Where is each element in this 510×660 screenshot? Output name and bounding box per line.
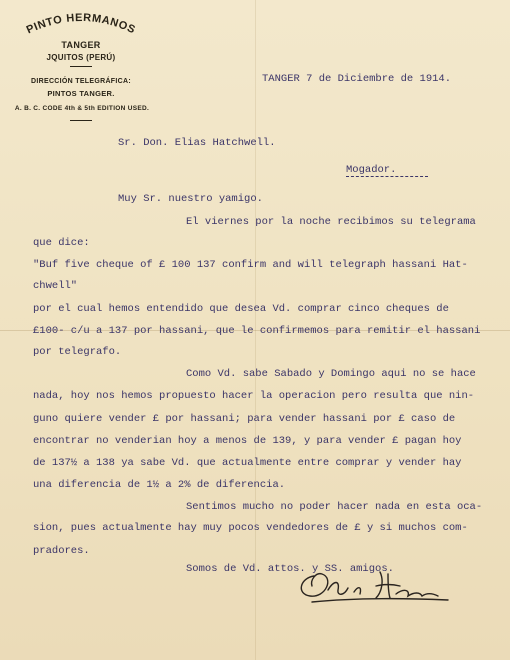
body-line: por telegrafo. bbox=[33, 346, 122, 358]
body-line: nada, hoy nos hemos propuesto hacer la operacion pero resulta que nin- bbox=[33, 390, 475, 402]
addressee: Sr. Don. Elias Hatchwell. bbox=[118, 137, 276, 149]
addressee-place: Mogador. bbox=[346, 164, 397, 176]
handwritten-signature bbox=[292, 566, 452, 606]
letter-date: TANGER 7 de Diciembre de 1914. bbox=[262, 73, 452, 85]
body-line: guno quiere vender £ por hassani; para vender hassani por £ caso de bbox=[33, 413, 456, 425]
letterhead-telegraphic-name: PINTOS TANGER. bbox=[47, 89, 115, 98]
letterhead-branch: JQUITOS (PERÚ) bbox=[46, 53, 116, 62]
body-line: una diferencia de 1½ a 2% de diferencia. bbox=[33, 479, 286, 491]
letterhead-divider bbox=[70, 66, 92, 67]
salutation: Muy Sr. nuestro yamigo. bbox=[118, 193, 263, 205]
firm-name: PINTO HERMANOS bbox=[24, 11, 138, 37]
body-line: encontrar no venderian hoy a menos de 139, y para vender £ pagan hoy bbox=[33, 435, 462, 447]
firm-name-arc bbox=[6, 8, 156, 42]
body-line: por el cual hemos entendido que desea Vd. comprar cinco cheques de bbox=[33, 303, 449, 315]
body-line: Sentimos mucho no poder hacer nada en esta oca- bbox=[186, 501, 483, 513]
body-line: que dice: bbox=[33, 237, 90, 249]
letterhead-divider bbox=[70, 120, 92, 121]
body-line: Como Vd. sabe Sabado y Domingo aqui no se hace bbox=[186, 368, 476, 380]
body-line: pradores. bbox=[33, 545, 90, 557]
letterhead-code: A. B. C. CODE 4th & 5th EDITION USED. bbox=[14, 105, 150, 112]
letterhead-telegraphic-label: DIRECCIÓN TELEGRÁFICA: bbox=[31, 78, 131, 85]
svg-text:PINTO HERMANOS bbox=[25, 12, 137, 36]
body-line: chwell" bbox=[33, 280, 78, 292]
body-line: El viernes por la noche recibimos su telegrama bbox=[186, 216, 476, 228]
body-line: £100- c/u a 137 por hassani, que le confirmemos para remitir el hassani bbox=[33, 325, 481, 337]
place-underline bbox=[346, 176, 428, 177]
letterhead-city: TANGER bbox=[61, 40, 101, 50]
body-line: de 137½ a 138 ya sabe Vd. que actualmente entre comprar y vender hay bbox=[33, 457, 462, 469]
body-line: sion, pues actualmente hay muy pocos vendedores de £ y si muchos com- bbox=[33, 522, 468, 534]
body-line: "Buf five cheque of £ 100 137 confirm and will telegraph hassani Hat- bbox=[33, 259, 468, 271]
closing: Somos de Vd. attos. y SS. amigos. bbox=[186, 563, 394, 575]
